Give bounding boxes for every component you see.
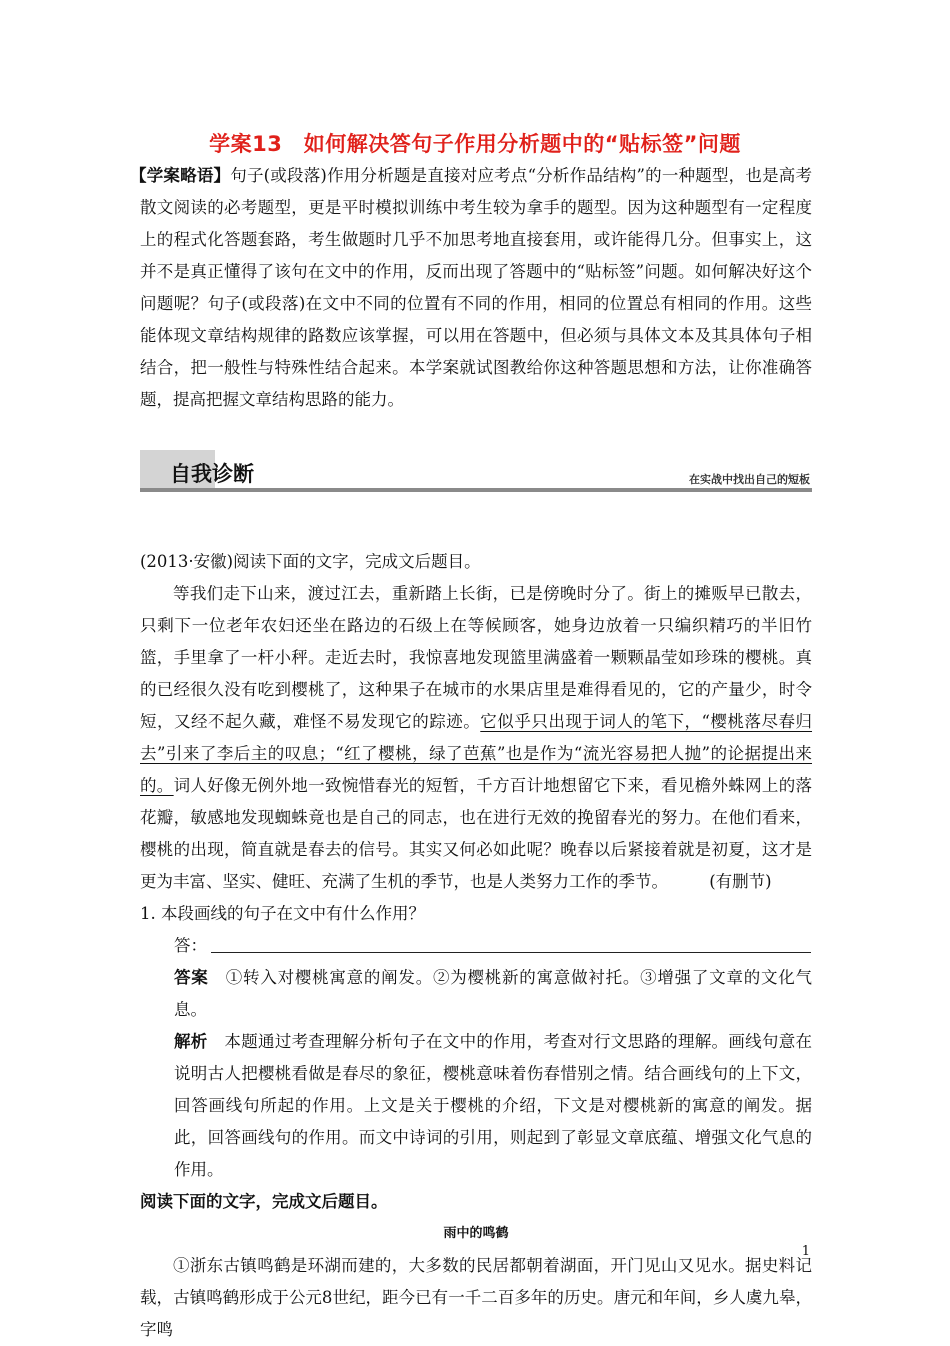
intro-paragraph	[130, 160, 812, 416]
intro-tag: 【学案略语】	[130, 166, 231, 185]
section-title: 自我诊断	[170, 462, 254, 486]
analysis-label: 解析	[174, 1032, 208, 1051]
answer-prompt-row	[140, 930, 812, 962]
passage1-note: (有删节)	[709, 872, 772, 891]
passage2-paragraph-1: ①浙东古镇鸣鹤是环湖而建的，大多数的民居都朝着湖面，开门见山又见水。据史料记载，古镇鸣鹤形成于公元8世纪，距今已有一千二百多年的历史。唐元和年间，乡人虞九皋，字鸣	[140, 1256, 812, 1339]
analysis-text: 本题通过考查理解分析句子在文中的作用，考查对行文思路的理解。画线句意在说明古人把樱桃看做是春尽的象征，樱桃意味着伤春惜别之情。结合画线句的上下文，回答画线句所起的作用。上文是关于樱桃的介绍，下文是对樱桃新的寓意的阐发。据此，回答画线句的作用。而文中诗词的引用，则起到了彰显文章底蕴、增强文化气息的作用。	[174, 1032, 813, 1179]
passage1-after: 词人好像无例外地一致惋惜春光的短暂，千方百计地想留它下来，看见檐外蛛网上的落花瓣，敏感地发现蜘蛛竟也是自己的同志，也在进行无效的挽留春光的努力。在他们看来，樱桃的出现，简直就是春去的信号。其实又何必如此呢？晚春以后紧接着就是初夏，这才是更为丰富、坚实、健旺、充满了生机的季节，也是人类努力工作的季节。	[140, 776, 813, 891]
answer-row	[140, 962, 812, 1026]
passage1-intro: (2013·安徽)阅读下面的文字，完成文后题目。	[140, 552, 481, 571]
answer-label: 答案	[174, 968, 209, 987]
passage2-intro: 阅读下面的文字，完成文后题目。	[140, 1192, 388, 1211]
page-number: 1	[801, 1244, 810, 1259]
section-divider	[140, 488, 812, 492]
section-subtitle: 在实战中找出自己的短板	[689, 473, 810, 486]
question-1: 1. 本段画线的句子在文中有什么作用？	[140, 904, 425, 923]
section-banner	[140, 450, 812, 492]
passage2-title: 雨中的鸣鹤	[443, 1226, 509, 1241]
answer-blank-line[interactable]	[211, 932, 811, 953]
main-content	[140, 546, 812, 1346]
page-title: 学案13 如何解决答句子作用分析题中的“贴标签”问题	[209, 132, 741, 156]
passage1-before: 等我们走下山来，渡过江去，重新踏上长街，已是傍晚时分了。街上的摊贩早已散去，只剩下一位老年农妇还坐在路边的石级上在等候顾客，她身边放着一只编织精巧的半旧竹篮，手里拿了一杆小秤。走近去时，我惊喜地发现篮里满盛着一颗颗晶莹如珍珠的樱桃。真的已经很久没有吃到樱桃了，这种果子在城市的水果店里是难得看见的，它的产量少，时令短，又经不起久藏，难怪不易发现它的踪迹。	[140, 584, 812, 731]
answer-text: ①转入对樱桃寓意的阐发。②为樱桃新的寓意做衬托。③增强了文章的文化气息。	[174, 968, 813, 1019]
passage1-text	[140, 578, 812, 898]
intro-text: 句子(或段落)作用分析题是直接对应考点“分析作品结构”的一种题型，也是高考散文阅读的必考题型，更是平时模拟训练中考生较为拿手的题型。因为这种题型有一定程度上的程式化答题套路，考生做题时几乎不加思考地直接套用，或许能得几分。但事实上，这并不是真正懂得了该句在文中的作用，反而出现了答题中的“贴标签”问题。如何解决好这个问题呢？句子(或段落)在文中不同的位置有不同的作用，相同的位置总有相同的作用。这些能体现文章结构规律的路数应该掌握，可以用在答题中，但必须与具体文本及其具体句子相结合，把一般性与特殊性结合起来。本学案就试图教给你这种答题思想和方法，让你准确答题，提高把握文章结构思路的能力。	[140, 166, 812, 409]
underlined-sentence: 它似乎只出现于词人的笔下，“樱桃落尽春归去”引来了李后主的叹息；“红了樱桃，绿了芭蕉”也是作为“流光容易把人抛”的论据提出来的。	[140, 712, 813, 795]
answer-prompt: 答：	[174, 936, 207, 955]
analysis-row	[140, 1026, 812, 1186]
